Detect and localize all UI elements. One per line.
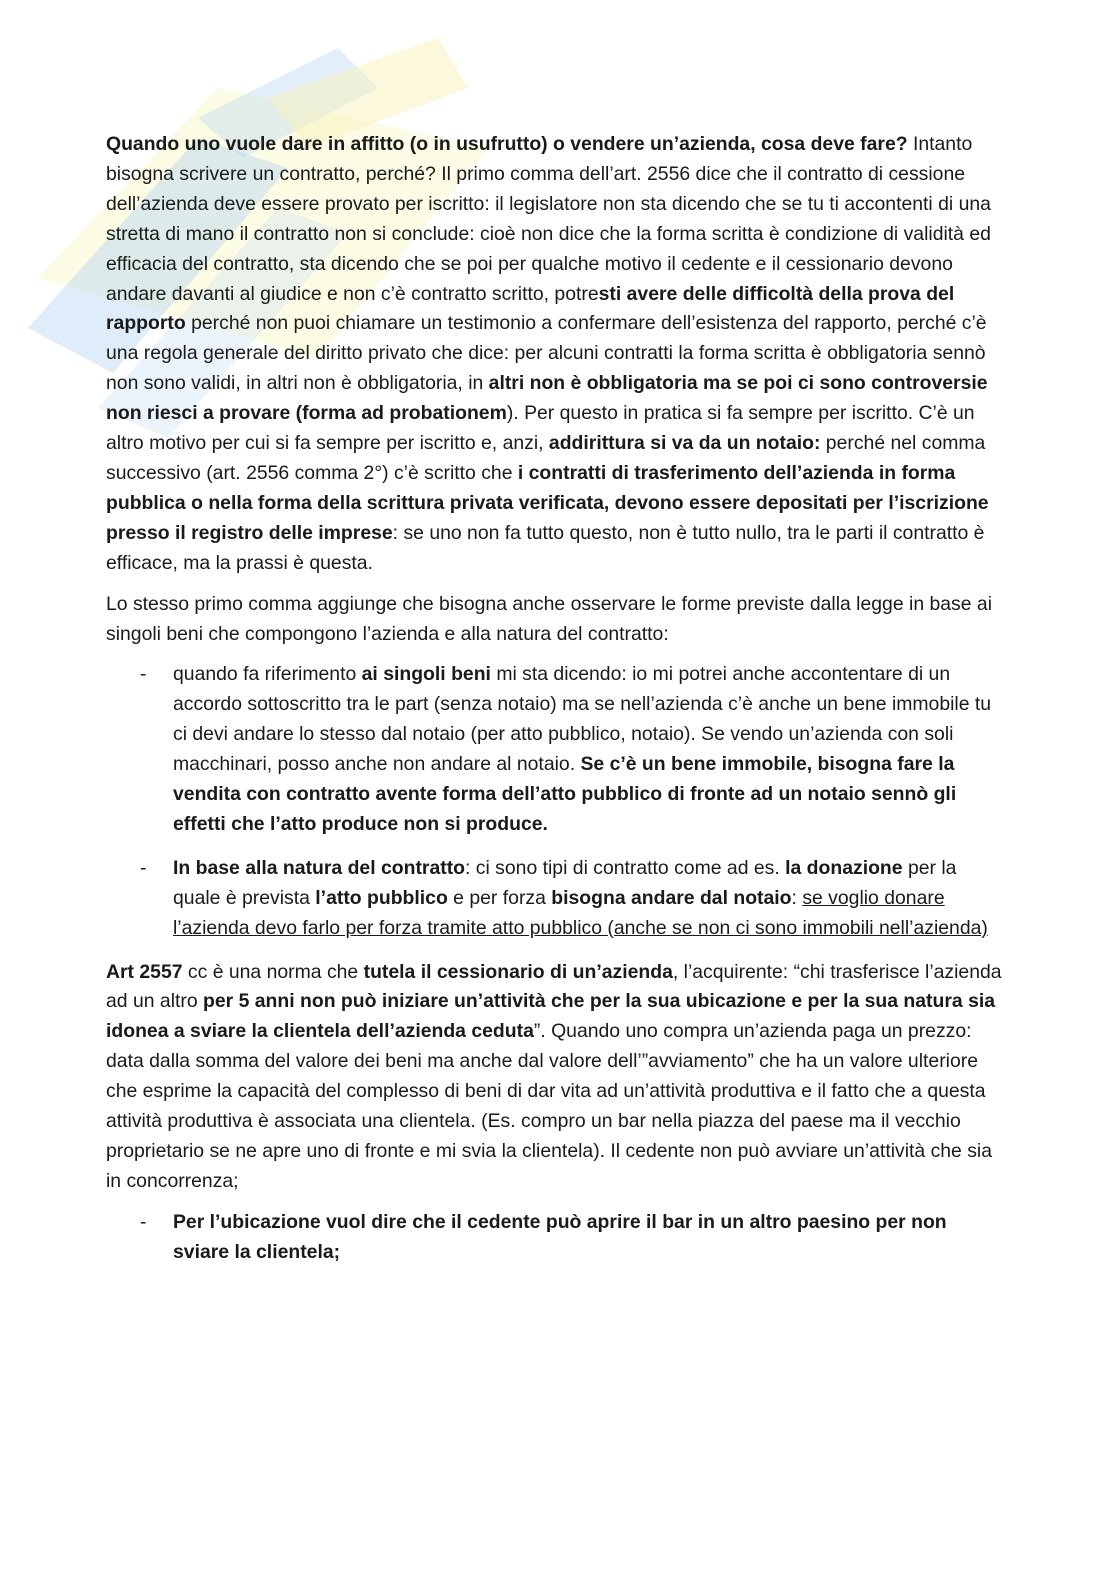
underlined-span: se voglio donare l’azienda devo farlo per forza tramite atto pubblico (anche se non ci sono immobili nell’azienda) [173, 886, 988, 939]
paragraph-affitto-azienda [106, 130, 1006, 579]
article-reference: Art 2557 [106, 960, 183, 983]
text-span: mi sta dicendo: io mi potrei anche accontentare di un accordo sottoscritto tra le part (senza notaio) ma se nell’azienda c’è anche un bene immobile tu ci devi andare lo stesso dal notaio (per atto pubblico, notaio). Se vendo un’azienda con soli macchinari, posso anche non andare al notaio. [173, 663, 992, 776]
bold-span: Per l’ubicazione vuol dire che il cedente può aprire il bar in un altro paesino per non sviare la clientela; [173, 1210, 947, 1263]
bold-span: tutela il cessionario di un’azienda [363, 960, 673, 983]
bold-span: bisogna andare dal notaio [551, 886, 792, 909]
text-span: ). Per questo in pratica si fa sempre per iscritto. C’è un altro motivo per cui si fa sempre per iscritto e, anzi, [106, 402, 975, 455]
text-span: per la quale è prevista [173, 856, 957, 909]
paragraph-art-2557 [106, 958, 1006, 1197]
text-span: : se uno non fa tutto questo, non è tutto nullo, tra le parti il contratto è efficace, ma la prassi è questa. [106, 521, 985, 574]
list-item [106, 660, 1006, 839]
dash-bullet: - [140, 663, 147, 686]
list-item [106, 1208, 1006, 1268]
bold-span: sti avere delle difficoltà della prova del rapporto [106, 282, 955, 335]
bold-span: i contratti di trasferimento dell’azienda in forma pubblica o nella forma della scrittura privata verificata, devono essere depositati per l’iscrizione presso il registro delle imprese [106, 461, 989, 544]
bold-span: In base alla natura del contratto [173, 856, 466, 879]
dash-bullet: - [140, 1210, 147, 1233]
text-span: perché nel comma successivo (art. 2556 comma 2°) c’è scritto che [106, 432, 986, 484]
text-span: : ci sono tipi di contratto come ad es. [465, 856, 786, 879]
question-heading: Quando uno vuole dare in affitto (o in usufrutto) o vendere un’azienda, cosa deve fare? [106, 133, 908, 155]
bold-span: altri non è obbligatoria ma se poi ci sono controversie non riesci a provare (forma ad probationem [106, 372, 988, 425]
text-span: , l’acquirente: “chi trasferisce l’azienda ad un altro [106, 960, 1002, 1013]
text-span: Lo stesso primo comma aggiunge che bisogna anche osservare le forme previste dalla legge in base ai singoli beni che compongono l’azienda e alla natura del contratto: [106, 592, 993, 645]
text-span: cc è una norma che [182, 960, 364, 983]
list-concorrenza [106, 1208, 1006, 1268]
bold-span: addirittura si va da un notaio: [548, 432, 821, 455]
dash-bullet: - [140, 856, 147, 879]
text-span: : [791, 886, 803, 909]
bold-span: la donazione [785, 856, 903, 879]
paragraph-forme-previste [106, 590, 1006, 650]
text-span: quando fa riferimento [173, 663, 362, 686]
list-forme [106, 660, 1006, 943]
text-span: perché non puoi chiamare un testimonio a confermare dell’esistenza del rapporto, perché c’è una regola generale del diritto privato che dice: per alcuni contratti la forma scritta è obbligatoria sennò non sono validi, in altri non è obbligatoria, in [106, 312, 987, 395]
bold-span: l’atto pubblico [315, 886, 448, 909]
text-span: Intanto bisogna scrivere un contratto, perché? Il primo comma dell’art. 2556 dice che il contratto di cessione dell’azienda deve essere provato per iscritto: il legislatore non sta dicendo che se tu ti accontenti di una stretta di mano il contratto non si conclude: cioè non dice che la forma scritta è condizione di validità ed efficacia del contratto, sta dicendo che se poi per qualche motivo il cedente e il cessionario devono andare davanti al giudice e non c’è contratto scritto, potre [106, 133, 991, 305]
document-page [106, 130, 1006, 1282]
text-span: ”. Quando uno compra un’azienda paga un prezzo: data dalla somma del valore dei beni ma anche dal valore dell’”avviamento” che ha un valore ulteriore che esprime la capacità del complesso di beni di dar vita ad un’attività produttiva e il fatto che a questa attività produttiva è associata una clientela. (Es. compro un bar nella piazza del paese ma il vecchio proprietario se ne apre uno di fronte e mi svia la clientela). Il cedente non può avviare un’attività che sia in concorrenza; [106, 1020, 993, 1192]
bold-span: Se c’è un bene immobile, bisogna fare la vendita con contratto avente forma dell’atto pubblico di fronte ad un notaio sennò gli effetti che l’atto produce non si produce. [173, 753, 957, 835]
text-span: e per forza [447, 886, 552, 909]
bold-span: ai singoli beni [361, 663, 491, 686]
bold-span: per 5 anni non può iniziare un’attività che per la sua ubicazione e per la sua natura sia idonea a sviare la clientela dell’azienda ceduta [106, 990, 996, 1043]
list-item [106, 854, 1006, 944]
